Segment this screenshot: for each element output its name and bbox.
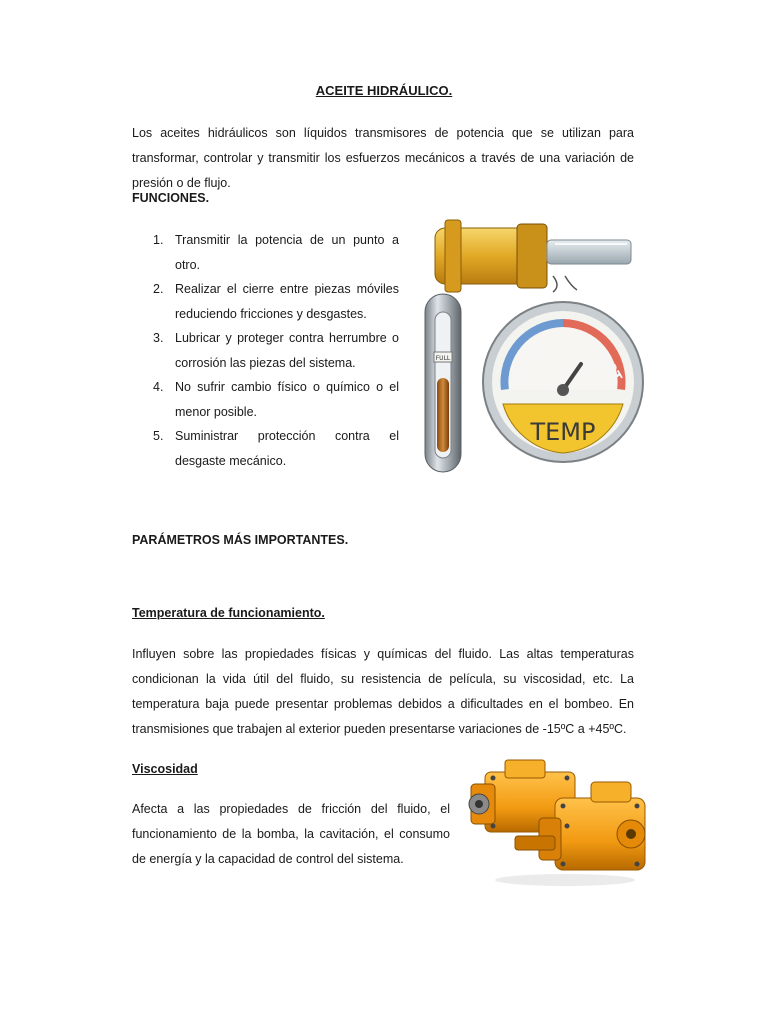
gauge-illustration — [405, 218, 657, 476]
temperature-paragraph: Influyen sobre las propiedades físicas y químicas del fluido. Las altas temperaturas condicionan la vida útil del fluido, su resistencia de película, su viscosidad, etc. La temperatura baja puede presentar problemas debidos a dificultades en el bombeo. En transmisiones que trabajen al exterior pueden presentarse variaciones de -15ºC a +45ºC. — [132, 647, 634, 736]
full-label: FULL — [435, 355, 451, 362]
hot-label: HOT — [595, 350, 625, 385]
list-item: 4. No sufrir cambio físico o químico o el menor posible. — [153, 380, 399, 419]
viscosity-heading: Viscosidad — [132, 762, 198, 776]
functions-heading: FUNCIONES. — [132, 191, 210, 205]
viscosity-paragraph: Afecta a las propiedades de fricción del fluido, el funcionamiento de la bomba, la cavitación, el consumo de energía y la capacidad de control del sistema. — [132, 802, 450, 866]
parameters-heading: PARÁMETROS MÁS IMPORTANTES. — [132, 533, 349, 547]
list-item: 1. Transmitir la potencia de un punto a otro. — [153, 233, 399, 272]
functions-list — [153, 228, 399, 473]
temperature-heading: Temperatura de funcionamiento. — [132, 606, 325, 620]
list-item: 3. Lubricar y proteger contra herrumbre o corrosión las piezas del sistema. — [153, 331, 399, 370]
list-item: 5. Suministrar protección contra el desgaste mecánico. — [153, 429, 399, 468]
hydraulic-pump-image — [455, 752, 657, 892]
temp-label: TEMP — [530, 418, 596, 446]
list-item: 2. Realizar el cierre entre piezas móviles reduciendo fricciones y desgastes. — [153, 282, 399, 321]
cold-label: COLD — [505, 344, 539, 387]
page-title: ACEITE HIDRÁULICO. — [315, 83, 453, 98]
intro-paragraph: Los aceites hidráulicos son líquidos transmisores de potencia que se utilizan para transformar, controlar y transmitir los esfuerzos mecánicos a través de una variación de presión o de flujo. — [132, 126, 634, 190]
pump-illustration — [455, 752, 657, 892]
oil-level-temperature-gauge-image — [405, 218, 657, 476]
